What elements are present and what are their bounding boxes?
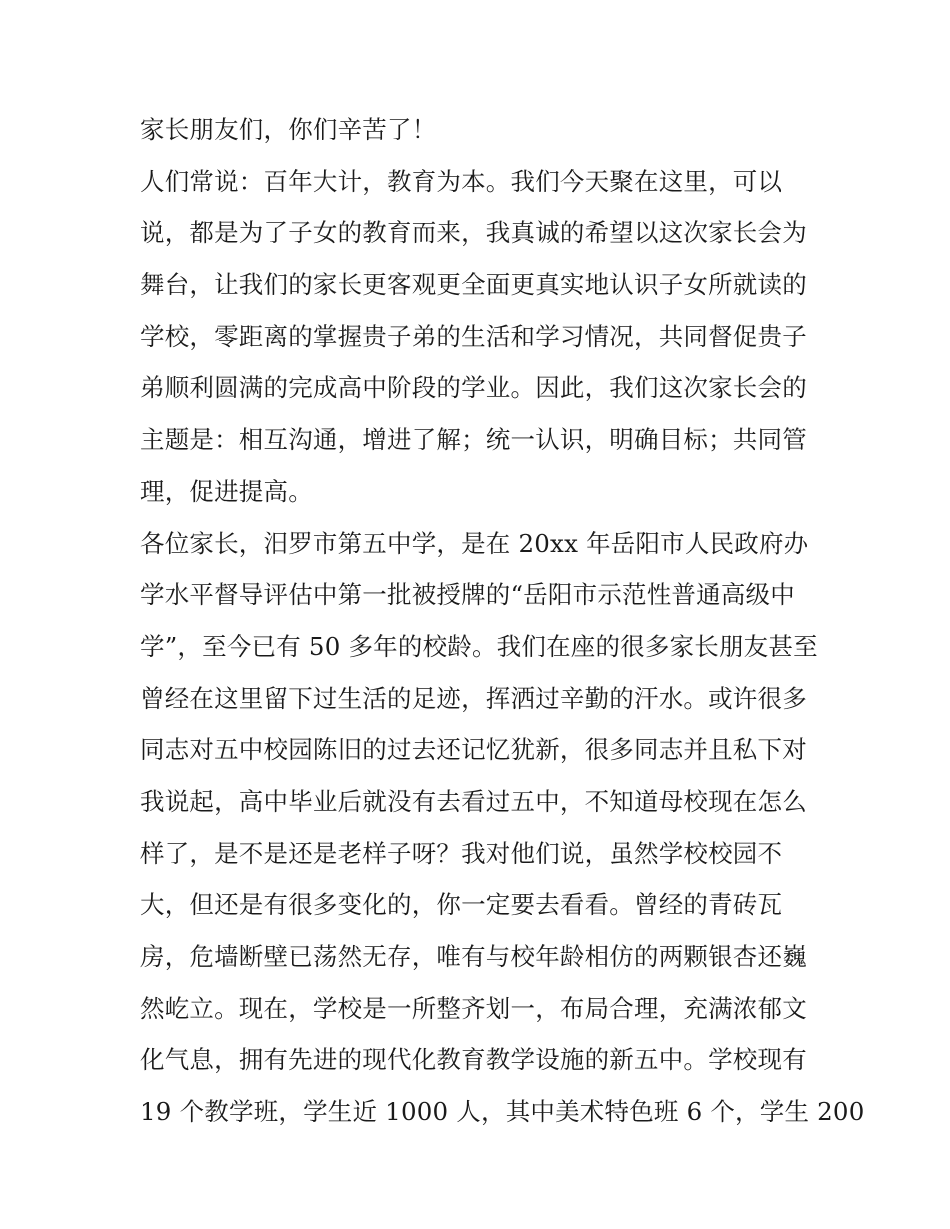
text-line: 说，都是为了子女的教育而来，我真诚的希望以这次家长会为 xyxy=(140,218,807,248)
text-line: 样了，是不是还是老样子呀？我对他们说，虽然学校校园不 xyxy=(140,838,783,868)
text-line: 房，危墙断壁已荡然无存，唯有与校年龄相仿的两颗银杏还巍 xyxy=(140,942,807,971)
text-line: 家长朋友们，你们辛苦了！ xyxy=(140,115,437,144)
text-line: 大，但还是有很多变化的，你一定要去看看。曾经的青砖瓦 xyxy=(140,890,783,920)
text-line: 曾经在这里留下过生活的足迹，挥洒过辛勤的汗水。或许很多 xyxy=(140,683,807,713)
text-line: 学”，至今已有 50 多年的校龄。我们在座的很多家长朋友甚至 xyxy=(140,631,818,661)
text-line: 人们常说：百年大计，教育为本。我们今天聚在这里，可以 xyxy=(140,166,783,196)
text-line: 然屹立。现在，学校是一所整齐划一，布局合理，充满浓郁文 xyxy=(140,993,807,1023)
text-line: 19 个教学班，学生近 1000 人，其中美术特色班 6 个，学生 200 xyxy=(140,1097,865,1127)
text-line: 同志对五中校园陈旧的过去还记忆犹新，很多同志并且私下对 xyxy=(140,735,807,765)
text-line: 学校，零距离的掌握贵子弟的生活和学习情况，共同督促贵子 xyxy=(140,321,807,351)
text-line: 主题是：相互沟通，增进了解；统一认识，明确目标；共同管 xyxy=(140,425,807,455)
document-body xyxy=(140,108,865,1142)
text-line: 理，促进提高。 xyxy=(140,476,313,506)
text-line: 弟顺利圆满的完成高中阶段的学业。因此，我们这次家长会的 xyxy=(140,373,807,403)
text-line: 舞台，让我们的家长更客观更全面更真实地认识子女所就读的 xyxy=(140,270,807,300)
text-line: 各位家长，汨罗市第五中学，是在 20xx 年岳阳市人民政府办 xyxy=(140,528,809,558)
text-line: 我说起，高中毕业后就没有去看过五中，不知道母校现在怎么 xyxy=(140,786,807,816)
text-line: 学水平督导评估中第一批被授牌的“岳阳市示范性普通高级中 xyxy=(140,580,795,610)
text-line: 化气息，拥有先进的现代化教育教学设施的新五中。学校现有 xyxy=(140,1045,807,1075)
